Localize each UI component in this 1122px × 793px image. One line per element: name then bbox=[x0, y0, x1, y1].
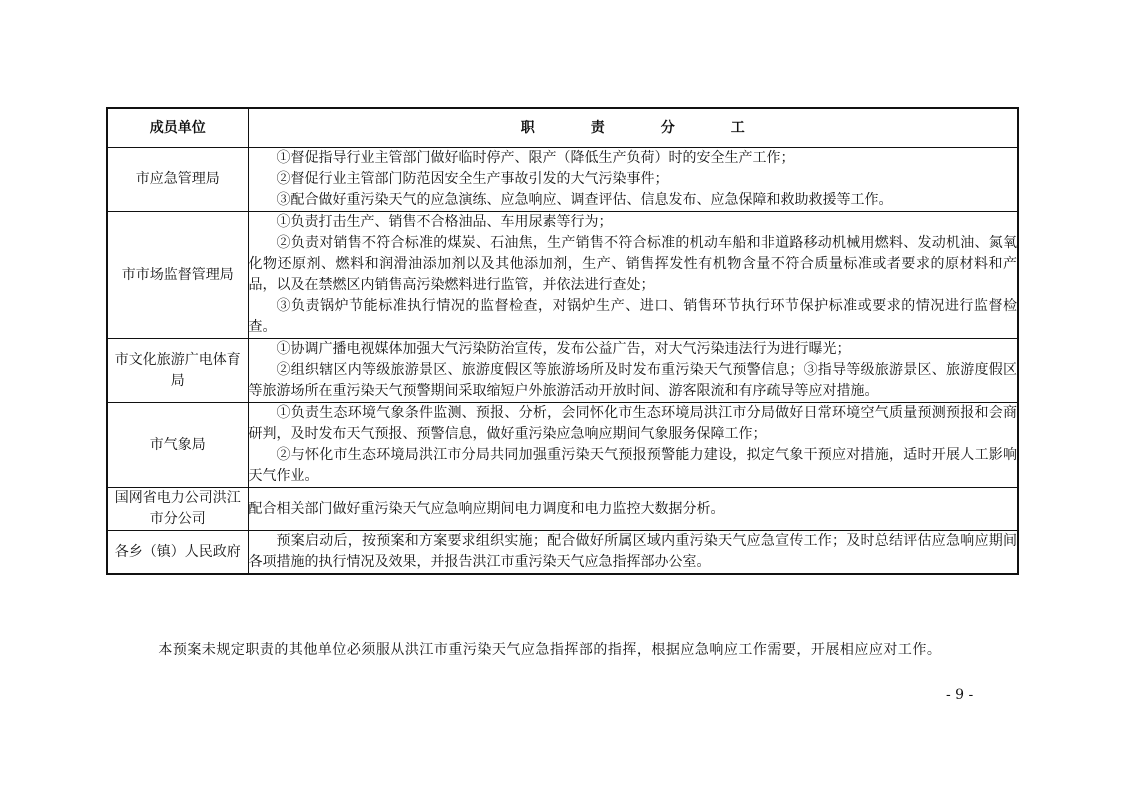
unit-cell: 各乡（镇）人民政府 bbox=[107, 531, 248, 575]
duty-paragraph: ③配合做好重污染天气的应急演练、应急响应、调查评估、信息发布、应急保障和救助救援等工作。 bbox=[276, 192, 893, 208]
table-header-row bbox=[107, 108, 1018, 148]
duty-paragraph: ②负责对销售不符合标准的煤炭、石油焦，生产销售不符合标准的机动车船和非道路移动机械用燃料、发动机油、氮氧化物还原剂、燃料和润滑油添加剂以及其他添加剂，生产、销售挥发性有机物含量不符合质量标准或者要求的原材料和产品，以及在禁燃区内销售高污染燃料进行监管，并依法进行查处； bbox=[248, 235, 1017, 293]
duty-table bbox=[106, 107, 1019, 575]
table-row bbox=[107, 148, 1018, 212]
table-row bbox=[107, 403, 1018, 488]
header-unit: 成员单位 bbox=[107, 108, 248, 148]
table-row bbox=[107, 212, 1018, 339]
header-duty bbox=[248, 108, 1018, 148]
duty-cell bbox=[248, 531, 1018, 575]
duty-cell bbox=[248, 403, 1018, 488]
duty-paragraph: ②组织辖区内等级旅游景区、旅游度假区等旅游场所及时发布重污染天气预警信息；③指导等级旅游景区、旅游度假区等旅游场所在重污染天气预警期间采取缩短户外旅游活动开放时间、游客限流和有序疏导等应对措施。 bbox=[248, 362, 1017, 399]
duty-paragraph: ③负责锅炉节能标准执行情况的监督检查，对锅炉生产、进口、销售环节执行环节保护标准或要求的情况进行监督检查。 bbox=[248, 298, 1017, 335]
duty-cell bbox=[248, 148, 1018, 212]
header-duty-char: 责 bbox=[590, 119, 605, 136]
duty-paragraph: ①督促指导行业主管部门做好临时停产、限产（降低生产负荷）时的安全生产工作； bbox=[276, 150, 795, 166]
unit-cell: 市文化旅游广电体育局 bbox=[107, 339, 248, 403]
page-number: - 9 - bbox=[946, 687, 974, 703]
table-row bbox=[107, 531, 1018, 575]
table-row bbox=[107, 339, 1018, 403]
header-duty-char: 职 bbox=[520, 119, 535, 136]
header-duty-char: 分 bbox=[660, 119, 675, 136]
unit-cell: 国网省电力公司洪江市分公司 bbox=[107, 488, 248, 531]
duty-paragraph: ①负责打击生产、销售不合格油品、车用尿素等行为； bbox=[276, 214, 613, 230]
header-duty-char: 工 bbox=[730, 119, 745, 136]
duty-paragraph: ②督促行业主管部门防范因安全生产事故引发的大气污染事件； bbox=[276, 171, 669, 187]
duty-cell bbox=[248, 488, 1018, 531]
unit-cell: 市市场监督管理局 bbox=[107, 212, 248, 339]
duty-cell bbox=[248, 339, 1018, 403]
duty-paragraph: ②与怀化市生态环境局洪江市分局共同加强重污染天气预报预警能力建设，拟定气象干预应对措施，适时开展人工影响天气作业。 bbox=[248, 447, 1017, 484]
unit-cell: 市气象局 bbox=[107, 403, 248, 488]
duty-paragraph: 预案启动后，按预案和方案要求组织实施；配合做好所属区域内重污染天气应急宣传工作；及时总结评估应急响应期间各项措施的执行情况及效果，并报告洪江市重污染天气应急指挥部办公室。 bbox=[248, 533, 1017, 570]
duty-cell bbox=[248, 212, 1018, 339]
footnote-paragraph: 本预案未规定职责的其他单位必须服从洪江市重污染天气应急指挥部的指挥，根据应急响应工作需要，开展相应应对工作。 bbox=[158, 642, 942, 658]
table-row bbox=[107, 488, 1018, 531]
duty-paragraph: 配合相关部门做好重污染天气应急响应期间电力调度和电力监控大数据分析。 bbox=[248, 500, 725, 517]
unit-cell: 市应急管理局 bbox=[107, 148, 248, 212]
duty-paragraph: ①协调广播电视媒体加强大气污染防治宣传，发布公益广告，对大气污染违法行为进行曝光； bbox=[276, 341, 851, 357]
duty-paragraph: ①负责生态环境气象条件监测、预报、分析，会同怀化市生态环境局洪江市分局做好日常环境空气质量预测预报和会商研判，及时发布天气预报、预警信息，做好重污染应急响应期间气象服务保障工作； bbox=[248, 405, 1017, 442]
